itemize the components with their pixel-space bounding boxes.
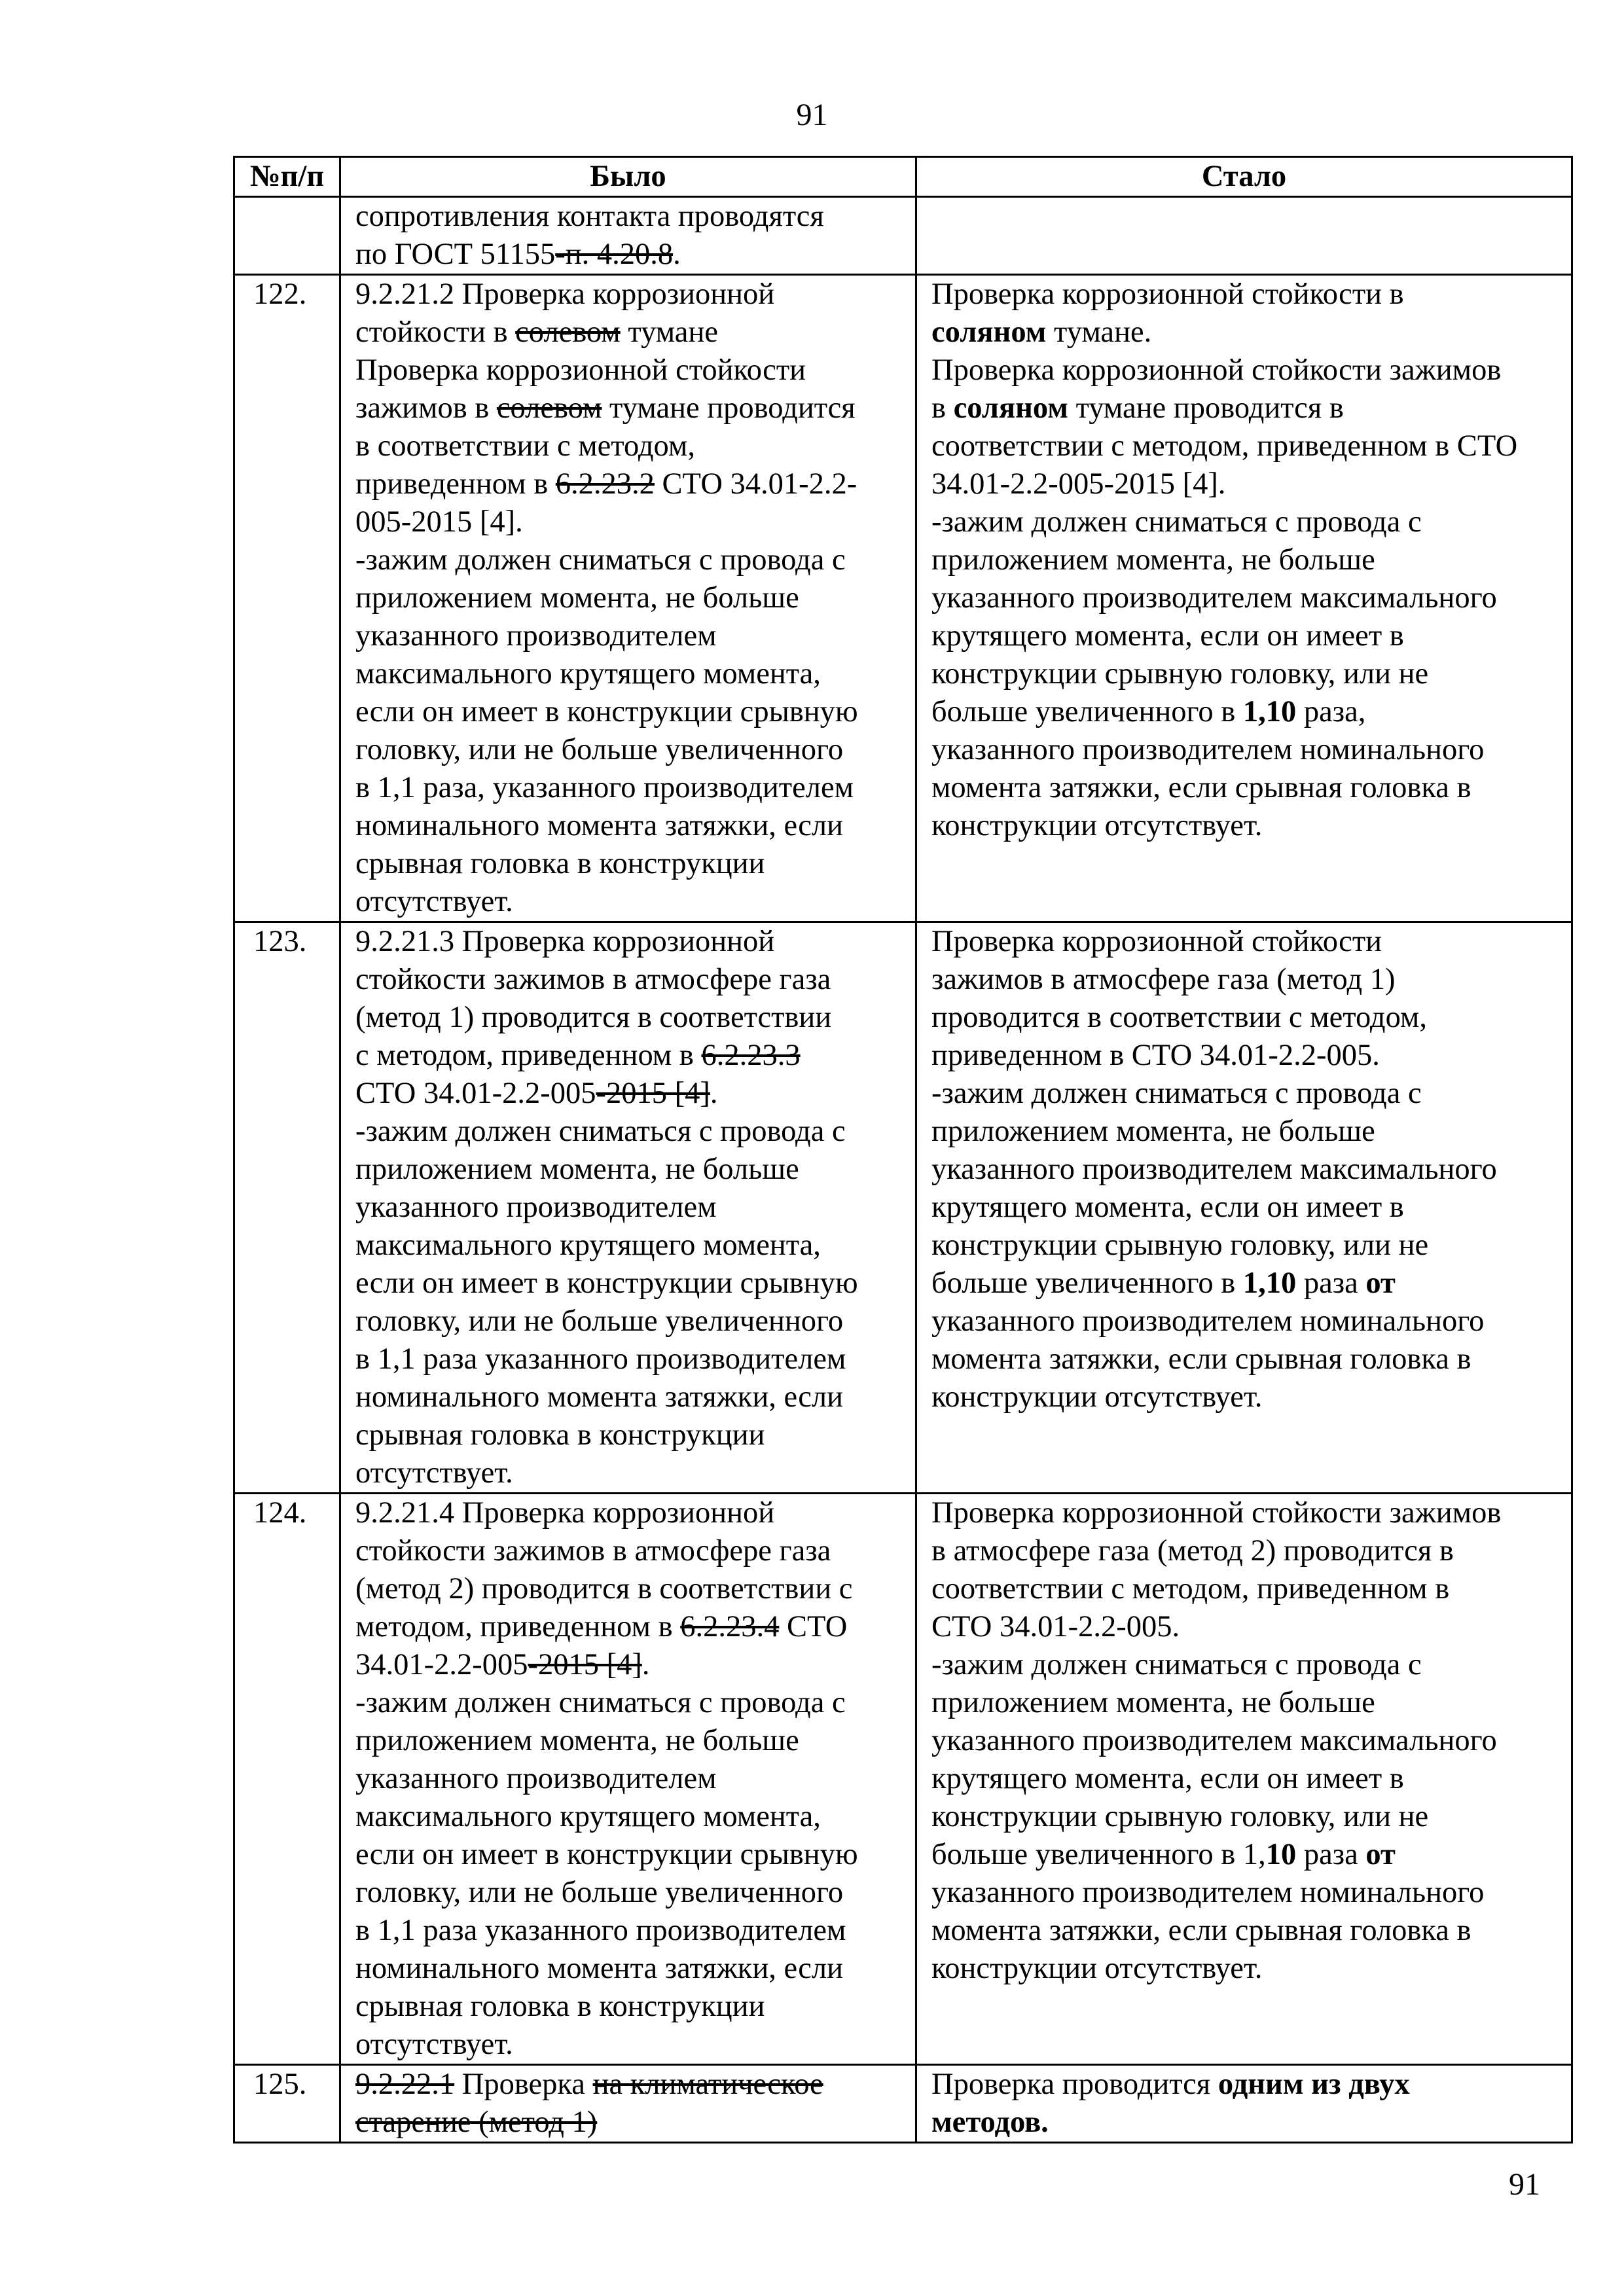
row-num-cell: 123. (234, 922, 340, 1494)
text-line: номинального момента затяжки, если (355, 809, 843, 842)
table-row-122 (234, 275, 1572, 922)
text-line: Проверка коррозионной стойкости зажимов (931, 353, 1502, 387)
text-line: отсутствует. (355, 2028, 513, 2061)
text-line: максимального крутящего момента, (355, 657, 821, 691)
inserted-text: соляном (931, 315, 1047, 349)
page-number-top: 91 (796, 98, 828, 132)
table-row-123 (234, 922, 1572, 1494)
text-line: в 1,1 раза указанного производителем (355, 1914, 846, 1947)
text-line: крутящего момента, если он имеет в (931, 1191, 1404, 1224)
text-line: максимального крутящего момента, (355, 1229, 821, 1262)
text-line: указанного производителем максимального (931, 1153, 1497, 1186)
text-line: конструкции отсутствует. (931, 809, 1263, 842)
text-line: 34.01-2.2-005-2015 [4]. (931, 467, 1226, 501)
text-line: Проверка коррозионной стойкости (355, 353, 806, 387)
text-line: в 1,1 раза, указанного производителем (355, 771, 854, 804)
before-cell (340, 1494, 916, 2065)
text-line: Проверка коррозионной стойкости (931, 925, 1382, 958)
text-line: -зажим должен сниматься с провода с (355, 543, 846, 577)
text-line: больше увеличенного в 1,10 раза от (931, 1266, 1396, 1300)
text-line: приложением момента, не больше (355, 1153, 799, 1186)
after-cell (916, 922, 1572, 1494)
text-line: 9.2.21.4 Проверка коррозионной (355, 1496, 775, 1530)
text-line: срывная головка в конструкции (355, 1418, 765, 1452)
text-line: с методом, приведенном в 6.2.23.3 (355, 1039, 801, 1072)
text-line: -зажим должен сниматься с провода с (931, 505, 1422, 539)
after-cell (916, 2065, 1572, 2143)
text-line: приложением момента, не больше (355, 581, 799, 615)
text-line: в соответствии с методом, (355, 429, 695, 463)
text-line: 9.2.21.3 Проверка коррозионной (355, 925, 775, 958)
after-cell (916, 1494, 1572, 2065)
text-line: если он имеет в конструкции срывную (355, 695, 858, 728)
text-line: указанного производителем максимального (931, 1724, 1497, 1757)
deleted-text: -2015 [4] (528, 1648, 642, 1681)
row-num-cell: 125. (234, 2065, 340, 2143)
text-line: отсутствует. (355, 1456, 513, 1490)
deleted-text: на климатическое (592, 2068, 823, 2101)
inserted-text: 1,10 (1242, 1266, 1297, 1300)
text-line: отсутствует. (355, 885, 513, 918)
text-line: больше увеличенного в 1,10 раза, (931, 695, 1366, 728)
header-num: №п/п (234, 157, 340, 197)
text-line: момента затяжки, если срывная головка в (931, 1342, 1471, 1376)
text-line: приложением момента, не больше (355, 1724, 799, 1757)
deleted-text: старение (метод 1) (355, 2106, 598, 2139)
text-line: если он имеет в конструкции срывную (355, 1266, 858, 1300)
deleted-text: 6.2.23.3 (701, 1039, 801, 1072)
text-line: зажимов в атмосфере газа (метод 1) (931, 963, 1396, 996)
text-line: конструкции срывную головку, или не (931, 657, 1429, 691)
text-line: указанного производителем (355, 1762, 717, 1795)
deleted-text: 6.2.23.2 (555, 467, 655, 501)
text-line: номинального момента затяжки, если (355, 1952, 843, 1985)
inserted-text: от (1365, 1838, 1396, 1871)
text-line: сопротивления контакта проводятся (355, 200, 824, 233)
text-line: указанного производителем номинального (931, 1876, 1485, 1909)
text-line: срывная головка в конструкции (355, 1990, 765, 2023)
text-line: конструкции отсутствует. (931, 1380, 1263, 1414)
text-line: -зажим должен сниматься с провода с (355, 1686, 846, 1719)
text-line: 005-2015 [4]. (355, 505, 523, 539)
text-line: Проверка коррозионной стойкости зажимов (931, 1496, 1502, 1530)
text-line: момента затяжки, если срывная головка в (931, 1914, 1471, 1947)
text-line: крутящего момента, если он имеет в (931, 1762, 1404, 1795)
text-line: головку, или не больше увеличенного (355, 1304, 844, 1338)
text-line: -зажим должен сниматься с провода с (931, 1077, 1422, 1110)
before-cell (340, 922, 916, 1494)
text-line: зажимов в солевом тумане проводится (355, 391, 856, 425)
row-num-cell: 122. (234, 275, 340, 922)
deleted-text: -2015 [4] (596, 1077, 710, 1110)
text-line: по ГОСТ 51155-п. 4.20.8. (355, 238, 681, 271)
row-num-cell (234, 197, 340, 275)
text-line: стойкости в солевом тумане (355, 315, 718, 349)
deleted-text: 9.2.22.1 (355, 2068, 455, 2101)
text-line: указанного производителем номинального (931, 1304, 1485, 1338)
text-line: указанного производителем максимального (931, 581, 1497, 615)
text-line: Проверка проводится одним из двух (931, 2068, 1410, 2101)
comparison-table (233, 156, 1573, 2144)
text-line (355, 2104, 903, 2142)
text-line (931, 2104, 1559, 2142)
text-line: в атмосфере газа (метод 2) проводится в (931, 1534, 1454, 1568)
text-line: соответствии с методом, приведенном в СТО (931, 429, 1518, 463)
page-number-bottom: 91 (1509, 2167, 1540, 2202)
text-line: момента затяжки, если срывная головка в (931, 771, 1471, 804)
text-line: приложением момента, не больше (931, 1686, 1375, 1719)
text-line: конструкции срывную головку, или не (931, 1229, 1429, 1262)
inserted-text: соляном (953, 391, 1068, 425)
text-line: проводится в соответствии с методом, (931, 1001, 1427, 1034)
text-line: стойкости зажимов в атмосфере газа (355, 1534, 831, 1568)
table-row-124 (234, 1494, 1572, 2065)
table-row-continuation (234, 197, 1572, 275)
text-line: указанного производителем (355, 619, 717, 653)
text-line: приведенном в 6.2.23.2 СТО 34.01-2.2- (355, 467, 857, 501)
inserted-text: 1,10 (1242, 695, 1297, 728)
text-line: в соляном тумане проводится в (931, 391, 1344, 425)
text-line: СТО 34.01-2.2-005-2015 [4]. (355, 1077, 718, 1110)
text-line: соляном тумане. (931, 315, 1152, 349)
text-line: (метод 2) проводится в соответствии с (355, 1572, 853, 1605)
deleted-text: 6.2.23.4 (680, 1610, 780, 1643)
text-line: в 1,1 раза указанного производителем (355, 1342, 846, 1376)
before-cell (340, 275, 916, 922)
text-line: стойкости зажимов в атмосфере газа (355, 963, 831, 996)
text-line: (метод 1) проводится в соответствии (355, 1001, 832, 1034)
text-line: 9.2.22.1 Проверка на климатическое (355, 2068, 823, 2101)
text-line: головку, или не больше увеличенного (355, 733, 844, 766)
text-line: если он имеет в конструкции срывную (355, 1838, 858, 1871)
text-line: приложением момента, не больше (931, 1115, 1375, 1148)
after-cell (916, 275, 1572, 922)
table-header-row (234, 157, 1572, 197)
inserted-text: от (1365, 1266, 1396, 1300)
deleted-text: -п. 4.20.8 (555, 238, 674, 271)
header-after: Стало (916, 157, 1572, 197)
inserted-text: методов. (931, 2106, 1049, 2139)
text-line: головку, или не больше увеличенного (355, 1876, 844, 1909)
after-cell (916, 197, 1572, 275)
header-before: Было (340, 157, 916, 197)
text-line: -зажим должен сниматься с провода с (931, 1648, 1422, 1681)
before-cell (340, 197, 916, 275)
text-line: указанного производителем (355, 1191, 717, 1224)
text-line: приложением момента, не больше (931, 543, 1375, 577)
table-row-125 (234, 2065, 1572, 2143)
text-line: больше увеличенного в 1,10 раза от (931, 1838, 1396, 1871)
row-num-cell: 124. (234, 1494, 340, 2065)
deleted-text: солевом (496, 391, 602, 425)
text-line: Проверка коррозионной стойкости в (931, 278, 1404, 311)
text-line: приведенном в СТО 34.01-2.2-005. (931, 1039, 1380, 1072)
inserted-text: одним из двух (1218, 2068, 1410, 2101)
text-line: -зажим должен сниматься с провода с (355, 1115, 846, 1148)
text-line: номинального момента затяжки, если (355, 1380, 843, 1414)
text-line: указанного производителем номинального (931, 733, 1485, 766)
text-line: конструкции отсутствует. (931, 1952, 1263, 1985)
text-line: срывная головка в конструкции (355, 847, 765, 880)
text-line: конструкции срывную головку, или не (931, 1800, 1429, 1833)
deleted-text: солевом (515, 315, 621, 349)
text-line: СТО 34.01-2.2-005. (931, 1610, 1180, 1643)
text-line: 9.2.21.2 Проверка коррозионной (355, 278, 775, 311)
before-cell (340, 2065, 916, 2143)
inserted-text: 10 (1265, 1838, 1297, 1871)
text-line: максимального крутящего момента, (355, 1800, 821, 1833)
text-line: 34.01-2.2-005-2015 [4]. (355, 1648, 650, 1681)
text-line: методом, приведенном в 6.2.23.4 СТО (355, 1610, 848, 1643)
text-line: крутящего момента, если он имеет в (931, 619, 1404, 653)
text-line: соответствии с методом, приведенном в (931, 1572, 1450, 1605)
